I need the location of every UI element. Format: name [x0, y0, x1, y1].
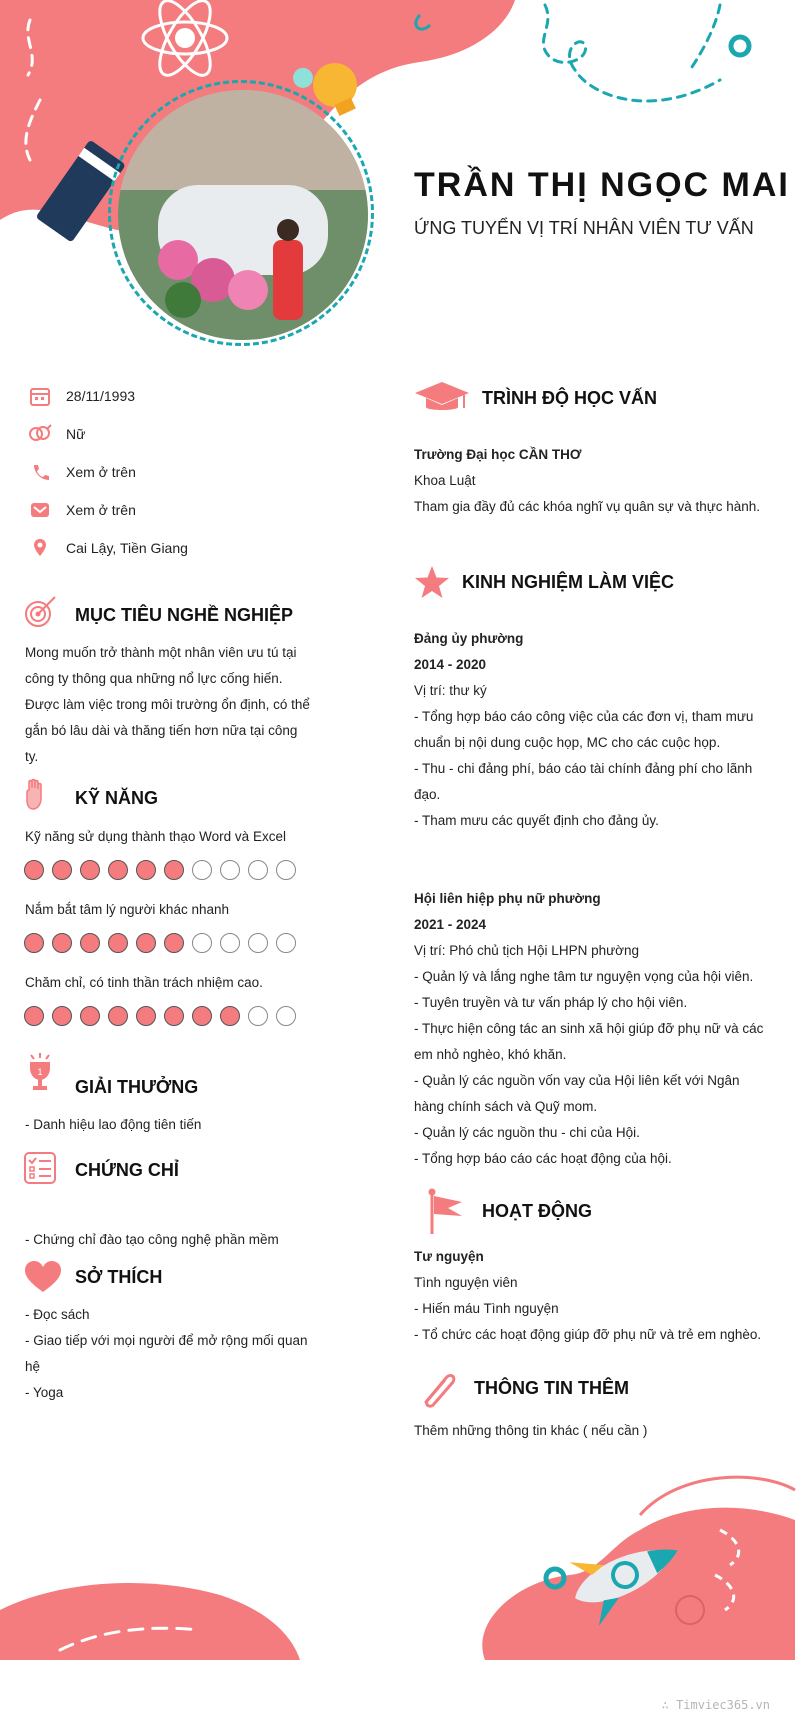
- skill-dot: [220, 860, 240, 880]
- skill-dot: [24, 860, 44, 880]
- paperclip-icon: [416, 1366, 462, 1412]
- location-icon: [26, 536, 54, 560]
- job-entry: Hội liên hiệp phụ nữ phường 2021 - 2024 Vị trí: Phó chủ tịch Hội LHPN phường - Quản lý và lắng nghe tâm tư nguyện vọng của hội viên. - Tuyên truyền và tư vấn pháp lý cho hội viên. - Thực hiện công tác an sinh xã hội giúp đỡ phụ nữ và các em nhỏ nghèo, khó khăn. - Quản lý các nguồn vốn vay của Hội liên kết với Ngân hàng chính sách và Quỹ mom. - Quản lý các nguồn thu - chi của Hội. - Tổng hợp báo cáo các hoạt động của hội.: [414, 891, 764, 1166]
- skill-dot: [164, 933, 184, 953]
- email-icon: [26, 498, 54, 522]
- skill-rating: [24, 860, 296, 880]
- candidate-name: TRẦN THỊ NGỌC MAI: [414, 166, 790, 204]
- skill-dot: [136, 933, 156, 953]
- skill-dot: [108, 933, 128, 953]
- more-info-title: THÔNG TIN THÊM: [474, 1378, 629, 1398]
- skill-dot: [52, 1006, 72, 1026]
- awards-title: GIẢI THƯỞNG: [75, 1077, 199, 1097]
- skill-dot: [24, 1006, 44, 1026]
- skill-dot: [248, 860, 268, 880]
- avatar-photo: [118, 90, 368, 340]
- hobbies-title: SỞ THÍCH: [75, 1267, 163, 1287]
- skill-rating: [24, 933, 296, 953]
- skill-dot: [164, 860, 184, 880]
- skill-dot: [276, 933, 296, 953]
- skill-dot: [192, 1006, 212, 1026]
- job-title: ỨNG TUYỂN VỊ TRÍ NHÂN VIÊN TƯ VẤN: [414, 218, 754, 238]
- skill-dot: [248, 1006, 268, 1026]
- phone-icon: [26, 460, 54, 484]
- skill-dot: [220, 933, 240, 953]
- skill-dot: [52, 860, 72, 880]
- gender-icon: [26, 422, 54, 446]
- activities-text: Tư nguyện Tình nguyện viên - Hiến máu Tình nguyện - Tổ chức các hoạt động giúp đỡ phụ nữ và trẻ em nghèo.: [414, 1249, 762, 1342]
- skill-dot: [80, 860, 100, 880]
- experience-title: KINH NGHIỆM LÀM VIỆC: [462, 572, 675, 592]
- skill-dot: [248, 933, 268, 953]
- skill-dot: [108, 860, 128, 880]
- graduation-cap-icon: [414, 380, 470, 416]
- skill-rating: [24, 1006, 296, 1026]
- skills-title: KỸ NĂNG: [75, 788, 159, 808]
- skill-dot: [192, 933, 212, 953]
- info-phone: Xem ở trên: [26, 459, 136, 485]
- skill-label: Chăm chỉ, có tinh thần trách nhiệm cao.: [25, 975, 263, 990]
- hand-icon: [24, 778, 50, 812]
- more-info-text: Thêm những thông tin khác ( nếu cần ): [414, 1423, 648, 1438]
- skill-dot: [24, 933, 44, 953]
- skill-label: Nắm bắt tâm lý người khác nhanh: [25, 902, 229, 917]
- job-entry: Đảng ủy phường 2014 - 2020 Vị trí: thư ký - Tổng hợp báo cáo công việc của các đơn vị, tham mưu chuẩn bị nội dung cuộc họp, MC cho các cuộc họp. - Thu - chi đảng phí, báo cáo tài chính đảng phí cho lãnh đạo. - Tham mưu các quyết định cho đảng ủy.: [414, 631, 754, 828]
- skill-dot: [136, 1006, 156, 1026]
- flag-icon: [424, 1188, 464, 1236]
- skill-dot: [220, 1006, 240, 1026]
- skill-dot: [108, 1006, 128, 1026]
- skill-dot: [164, 1006, 184, 1026]
- certificates-text: - Chứng chỉ đào tạo công nghệ phần mềm: [25, 1232, 279, 1247]
- objective-title: MỤC TIÊU NGHỀ NGHIỆP: [75, 605, 294, 625]
- skill-dot: [80, 933, 100, 953]
- skill-dot: [80, 1006, 100, 1026]
- info-email: Xem ở trên: [26, 497, 136, 523]
- objective-text: Mong muốn trở thành một nhân viên ưu tú tại công ty thông qua những nổ lực cống hiến. Được làm việc trong môi trường ổn định, có thể gắn bó lâu dài và thăng tiến hơn nữa tại công ty.: [25, 645, 310, 764]
- footer-decoration: [0, 1460, 800, 1712]
- calendar-icon: [26, 384, 54, 408]
- watermark: ∴ Timviec365.vn: [661, 1698, 770, 1712]
- certificates-title: CHỨNG CHỈ: [75, 1160, 179, 1180]
- activities-title: HOẠT ĐỘNG: [482, 1201, 592, 1221]
- info-gender: Nữ: [26, 421, 85, 447]
- trophy-icon: [24, 1052, 56, 1092]
- target-icon: [24, 594, 58, 628]
- skill-dot: [136, 860, 156, 880]
- education-text: Trường Đại học CẦN THƠ Khoa Luật Tham gia đầy đủ các khóa nghĩ vụ quân sự và thực hành.: [414, 447, 761, 514]
- skill-dot: [192, 860, 212, 880]
- skill-dot: [52, 933, 72, 953]
- svg-text:1: 1: [37, 1067, 43, 1077]
- star-icon: [414, 565, 450, 599]
- checklist-icon: [24, 1152, 56, 1184]
- skill-dot: [276, 860, 296, 880]
- hobbies-text: - Đọc sách - Giao tiếp với mọi người để mở rộng mối quan hệ - Yoga: [25, 1307, 308, 1400]
- skill-dot: [276, 1006, 296, 1026]
- info-address: Cai Lậy, Tiền Giang: [26, 535, 188, 561]
- awards-text: - Danh hiệu lao động tiên tiến: [25, 1117, 202, 1132]
- education-title: TRÌNH ĐỘ HỌC VẤN: [482, 388, 657, 408]
- skill-label: Kỹ năng sử dụng thành thạo Word và Excel: [25, 829, 286, 844]
- info-birthday: 28/11/1993: [26, 383, 135, 409]
- avatar: [118, 90, 368, 340]
- heart-icon: [24, 1260, 62, 1294]
